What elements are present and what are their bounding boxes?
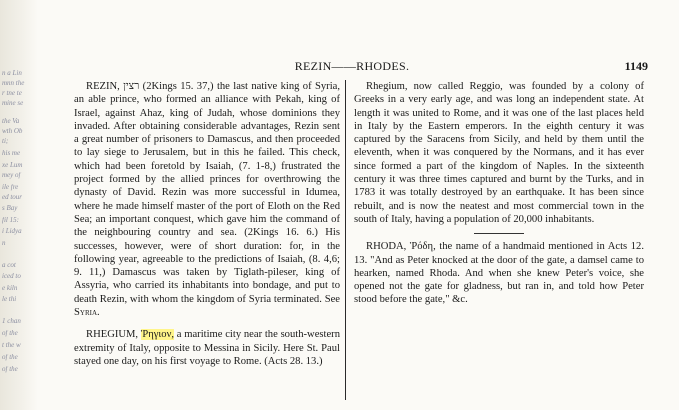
margin-bleed-line: e kiln	[2, 285, 18, 292]
margin-bleed-line: his me	[2, 150, 21, 157]
page-header	[56, 59, 648, 73]
entry-rezin	[74, 80, 340, 319]
column-divider	[345, 80, 346, 400]
entry-rhegium-text-1: a maritime city near the south-western extremity of Italy, opposite to Messina in Sicily. Here St. Paul stayed one day, on his first voyage to Rome. (Acts 28. 13.)	[74, 329, 340, 367]
entry-rhoda	[354, 240, 644, 306]
margin-bleed-line: n	[2, 240, 6, 247]
entry-spacer	[74, 319, 340, 328]
margin-bleed-line: a cot	[2, 262, 16, 269]
entry-rhoda-text: the name of a handmaid mentioned in Acts 12. 13. "And as Peter knocked at the door of the gate, a damsel came to hearken, named Rhoda. And when she knew Peter's voice, she opened not the gate for gladness, but ran in, and told how Peter stood before the gate," &c.	[354, 241, 644, 306]
margin-bleed-line: i Lidya	[2, 228, 22, 235]
right-column	[354, 80, 644, 307]
margin-bleed-line: of the	[2, 366, 18, 373]
adjacent-page-edge	[0, 0, 38, 410]
margin-bleed-line: the Va	[2, 118, 20, 125]
margin-bleed-line: t the w	[2, 342, 21, 349]
margin-bleed-line: mnn the	[2, 80, 25, 87]
see-reference-syria: Syria.	[74, 307, 100, 319]
margin-bleed-line: ti;	[2, 138, 9, 145]
margin-bleed-line: mey of	[2, 172, 21, 179]
margin-bleed-line: of the	[2, 354, 18, 361]
margin-bleed-line: wth Ob	[2, 128, 23, 135]
entry-rhegium-paragraph-2	[354, 80, 644, 226]
section-rule	[474, 233, 524, 234]
running-head: REZIN——RHODES.	[294, 59, 410, 73]
margin-bleed-line: mine se	[2, 100, 24, 107]
hebrew-rezin: רצין	[123, 80, 140, 92]
left-column	[74, 80, 340, 368]
headword-rhoda: RHODA,	[366, 241, 407, 253]
margin-bleed-line: n a Lin	[2, 70, 22, 77]
margin-bleed-line: 1 chan	[2, 318, 21, 325]
entry-rhegium-text-2: Rhegium, now called Reggio, was founded by a colony of Greeks in a very early age, and was long an independent state. At length it was united to Rome, and it was one of the last places held in Italy by the Eastern emperors. In the eighth century it was captured by the Saracens from Sicily, and held by them until the eleventh, when it was conquered by the Normans, and it has ever since formed a part of the kingdom of Naples. In the sixteenth century it was three times captured and burnt by the Turks, and in 1783 it was totally destroyed by an earthquake. It has been since rebuilt, and is now the neatest and most commercial town in the south of Italy, having a population of 20,000 inhabitants.	[354, 81, 644, 225]
margin-bleed-line: ed tour	[2, 194, 23, 201]
margin-bleed-line: fil 15:	[2, 217, 19, 224]
margin-bleed-line: iced to	[2, 273, 21, 280]
margin-bleed-line: of the	[2, 330, 18, 337]
headword-rezin: REZIN,	[86, 81, 120, 92]
margin-bleed-line: ile fre	[2, 184, 19, 191]
entry-rezin-text: (2Kings 15. 37,) the last native king of Syria, an able prince, who formed an alliance with Pekah, king of Israel, against Ahaz, king of Judah, whose dominions they invaded. After obtaining considerable advantages, Rezin sent a great number of prisoners to Damascus, and then proceeded to lay siege to Jerusalem, but in this he failed. This check, which had been foretold by Isaiah, (7. 1-8,) frustrated the project formed by the allied princes for overthrowing the dynasty of David. Rezin was more successful in Idumea, where he made himself master of the port of Eloth on the Red Sea; an important conquest, which gave him the command of the neighbouring country and sea. (2Kings 16. 6.) His successes, however, were of short duration: for, in the following year, agreeable to the predictions of Isaiah, (8. 4,6; 9. 11,) Damascus was taken by Tiglath-pileser, king of Assyria, who carried its inhabitants into bondage, and put to death Rezin, with whom the kingdom of Syria terminated. See	[74, 81, 340, 305]
greek-rhegium-highlighted: Ῥηγιον,	[140, 329, 175, 341]
entry-rhegium	[74, 328, 340, 368]
headword-rhegium: RHEGIUM,	[86, 329, 139, 341]
margin-bleed-line: le thi	[2, 296, 17, 303]
greek-rhoda: Ῥόδη,	[409, 241, 436, 253]
page-number: 1149	[624, 59, 648, 73]
margin-bleed-line: s Bay	[2, 205, 18, 212]
margin-bleed-line: xe Lum	[2, 162, 23, 169]
margin-bleed-line: r tne te	[2, 90, 22, 97]
